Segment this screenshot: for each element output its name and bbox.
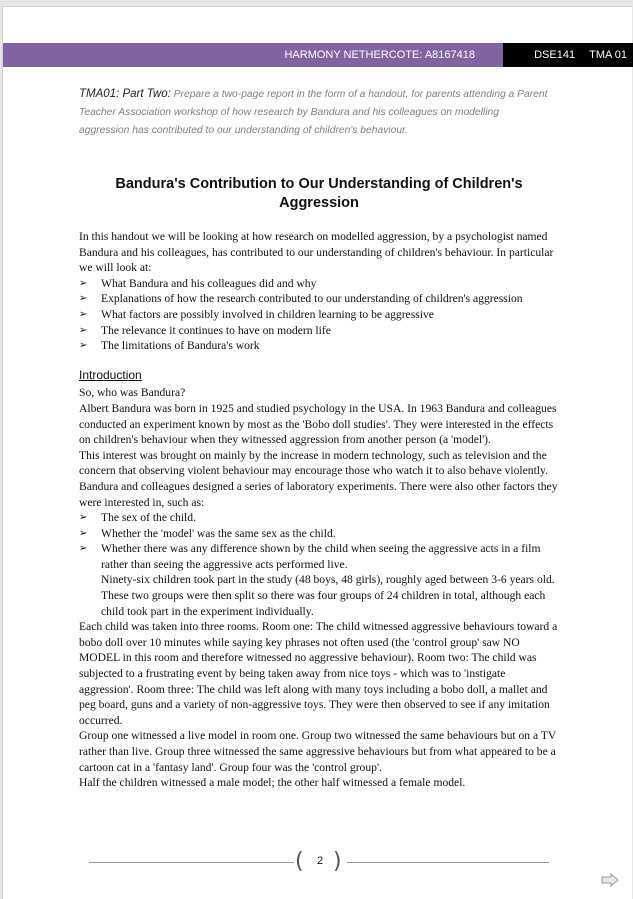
left-bracket-icon: ( bbox=[295, 849, 304, 874]
list-item: ➢ The sex of the child. bbox=[79, 510, 561, 526]
footer-rule-right bbox=[347, 862, 549, 863]
paragraph: Each child was taken into three rooms. Room one: The child witnessed aggressive behaviours toward a bobo doll over 10 minutes while saying key phrases not often used (the 'control group' saw NO MODEL in this room and therefore witnessed no aggressive behaviour). Room two: The child was subjected to a frustrating event by being taken away from nice toys - which was to 'instigate aggression'. Room three: The child was left along with many toys including a bobo doll, a mallet and peg board, guns and a variety of non-aggressive toys. They were then observed to see if any imitation occurred. bbox=[79, 620, 558, 727]
header-course-band bbox=[503, 43, 633, 67]
page-number: 2 bbox=[316, 855, 324, 867]
paragraph: Albert Bandura was born in 1925 and studied psychology in the USA. In 1963 Bandura and colleagues conducted an experiment known by most as the 'Bobo doll studies'. They were interested in the effects on children's behaviour when they witnessed aggression from another person (a 'model'). bbox=[79, 401, 557, 447]
list-item: ➢ Whether the 'model' was the same sex as the child. bbox=[79, 526, 561, 542]
question-line: So, who was Bandura? bbox=[79, 386, 186, 400]
paragraph: Group one witnessed a live model in room one. Group two witnessed the same behaviours but on a TV rather than live. Group three witnessed the same aggressive behaviours but from what appeared to be a cartoon cat in a 'fantasy land'. Group four was the 'control group'. bbox=[79, 729, 557, 774]
list-item: ➢ Whether there was any difference shown by the child when seeing the aggressive acts in a film rather than seeing the aggressive acts performed live. bbox=[79, 541, 561, 572]
intro-bullet-list bbox=[79, 276, 561, 354]
next-page-arrow-icon[interactable] bbox=[601, 873, 619, 887]
header-author-band bbox=[3, 43, 503, 67]
list-item: ➢ Explanations of how the research contributed to our understanding of children's aggression bbox=[79, 291, 561, 307]
list-item: ➢ What factors are possibly involved in children learning to be aggressive bbox=[79, 307, 561, 323]
page-footer bbox=[89, 849, 549, 879]
paragraph: Bandura and colleagues designed a series of laboratory experiments. There were also other factors they were interested in, such as: bbox=[79, 479, 558, 509]
paragraph: Ninety-six children took part in the study (48 boys, 48 girls), roughly aged between 3-6 years old. These two groups were then split so there was four groups of 24 children in total, although each child took part in the experiment individually. bbox=[101, 573, 555, 618]
document-title: Bandura's Contribution to Our Understanding of Children's Aggression bbox=[115, 176, 523, 211]
right-bracket-icon: ) bbox=[333, 849, 342, 874]
list-item: ➢ What Bandura and his colleagues did and why bbox=[79, 276, 561, 292]
list-item: ➢ The relevance it continues to have on modern life bbox=[79, 323, 561, 339]
brief-lead: TMA01: Part Two: bbox=[79, 88, 171, 100]
header-assignment: TMA 01 bbox=[589, 49, 627, 61]
paragraph: Half the children witnessed a male model; the other half witnessed a female model. bbox=[79, 776, 466, 790]
footer-rule-left bbox=[89, 862, 294, 863]
document-body bbox=[79, 229, 561, 791]
page-header bbox=[3, 43, 633, 67]
brief-text: Prepare a two-page report in the form of a handout, for parents attending a Parent Teacher Association workshop of how research by Bandura and his colleagues on modelling aggression has contributed to our understanding of children's behaviour. bbox=[79, 89, 548, 136]
document-page bbox=[2, 6, 632, 899]
paragraph: This interest was brought on mainly by the increase in modern technology, such as television and the concern that observing violent behaviour may encourage those who watch it to also behave violently. bbox=[79, 448, 548, 478]
header-author: HARMONY NETHERCOTE: A8167418 bbox=[284, 49, 475, 61]
header-course: DSE141 bbox=[534, 49, 576, 61]
assignment-brief bbox=[79, 85, 549, 140]
list-item: ➢ The limitations of Bandura's work bbox=[79, 338, 561, 354]
section-heading-introduction: Introduction bbox=[79, 367, 142, 382]
intro-paragraph: In this handout we will be looking at how research on modelled aggression, by a psychologist named Bandura and his colleagues, has contributed to our understanding of children's behaviour. In particular we will look at: bbox=[79, 230, 554, 275]
factors-bullet-list bbox=[79, 510, 561, 572]
